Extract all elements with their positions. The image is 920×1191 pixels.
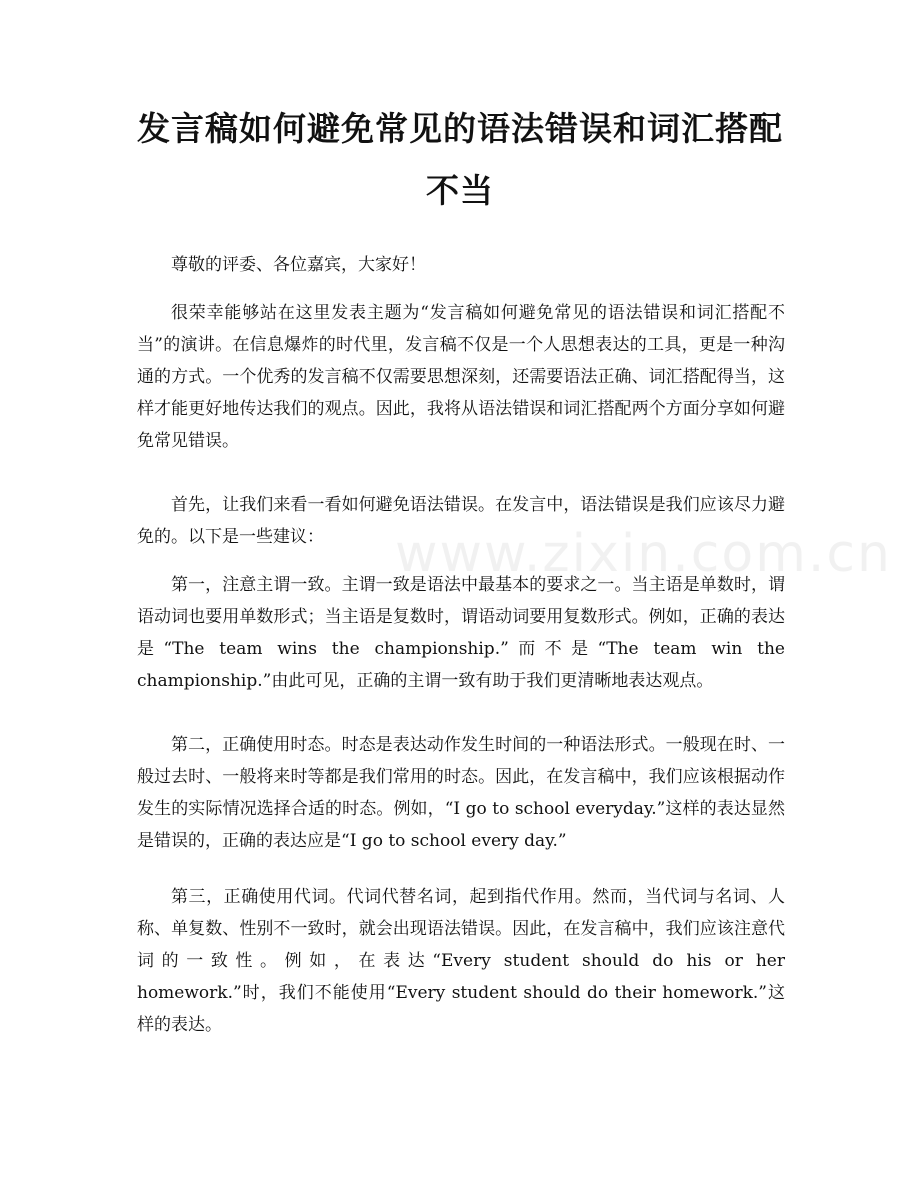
paragraph-greeting: 尊敬的评委、各位嘉宾，大家好！ bbox=[171, 255, 426, 275]
paragraph-subject-verb: 第一，注意主谓一致。主谓一致是语法中最基本的要求之一。当主语是单数时，谓语动词也要用单数形式；当主语是复数时，谓语动词要用复数形式。例如，正确的表达是“The team wins the championship.”而不是“The team win the championship.”由此可见，正确的主谓一致有助于我们更清晰地表达观点。 bbox=[137, 575, 785, 691]
paragraph-tense: 第二，正确使用时态。时态是表达动作发生时间的一种语法形式。一般现在时、一般过去时、一般将来时等都是我们常用的时态。因此，在发言稿中，我们应该根据动作发生的实际情况选择合适的时态。例如，“I go to school everyday.”这样的表达显然是错误的，正确的表达应是“I go to school every day.” bbox=[137, 735, 785, 851]
document-title: 发言稿如何避免常见的语法错误和词汇搭配不当 bbox=[137, 109, 783, 210]
paragraph-pronoun: 第三，正确使用代词。代词代替名词，起到指代作用。然而，当代词与名词、人称、单复数、性别不一致时，就会出现语法错误。因此，在发言稿中，我们应该注意代词的一致性。例如，在表达“Every student should do his or her homework.”时，我们不能使用“Every student should do their homework.”这样的表达。 bbox=[137, 887, 785, 1035]
paragraph-intro: 很荣幸能够站在这里发表主题为“发言稿如何避免常见的语法错误和词汇搭配不当”的演讲。在信息爆炸的时代里，发言稿不仅是一个人思想表达的工具，更是一种沟通的方式。一个优秀的发言稿不仅需要思想深刻，还需要语法正确、词汇搭配得当，这样才能更好地传达我们的观点。因此，我将从语法错误和词汇搭配两个方面分享如何避免常见错误。 bbox=[137, 303, 785, 451]
paragraph-grammar-intro: 首先，让我们来看一看如何避免语法错误。在发言中，语法错误是我们应该尽力避免的。以下是一些建议： bbox=[137, 495, 785, 547]
watermark: www.zixin.com.cn bbox=[395, 524, 892, 584]
